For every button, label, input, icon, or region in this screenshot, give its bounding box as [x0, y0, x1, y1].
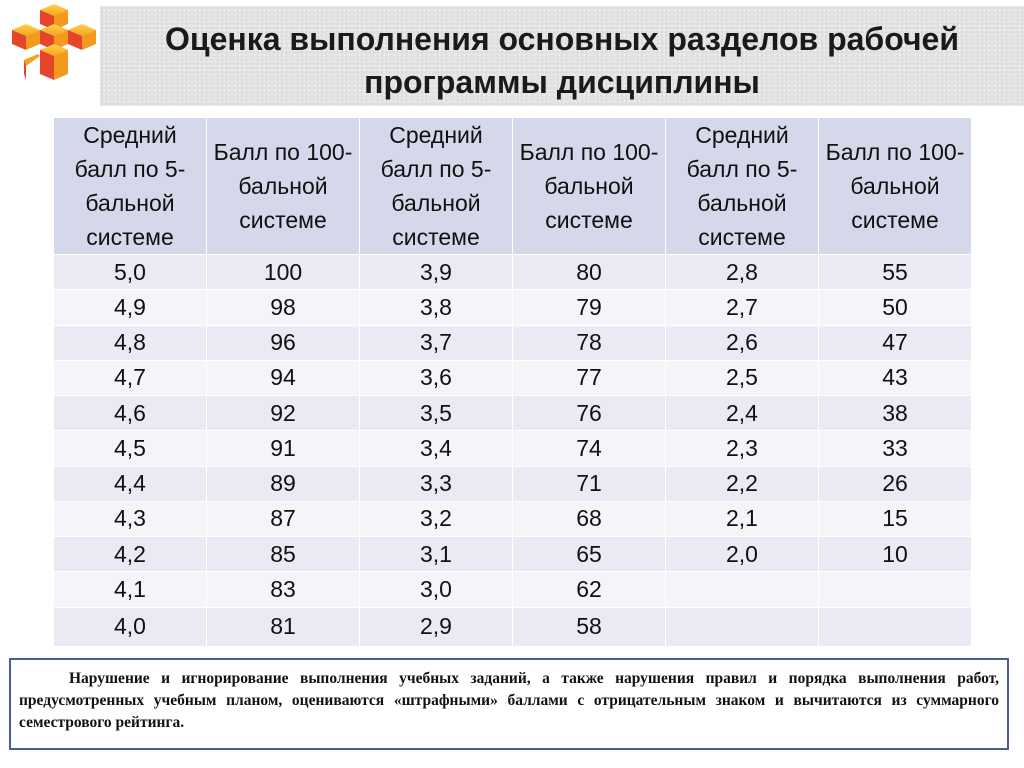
table-row [54, 255, 972, 290]
table-cell: 4,1 [54, 572, 207, 607]
table-cell: 89 [207, 466, 360, 501]
cube-bottom [40, 44, 68, 80]
table-cell: 94 [207, 360, 360, 395]
table-cell: 3,0 [360, 572, 513, 607]
table-cell: 76 [513, 396, 666, 431]
grade-conversion-table [53, 117, 972, 647]
table-cell [666, 572, 819, 607]
table-cell: 38 [819, 396, 972, 431]
table-cell: 2,0 [666, 537, 819, 572]
table-cell: 81 [207, 607, 360, 646]
table-row [54, 325, 972, 360]
table-cell: 58 [513, 607, 666, 646]
table-cell: 3,3 [360, 466, 513, 501]
table-cell: 47 [819, 325, 972, 360]
cube-bottom-left [24, 54, 40, 80]
table-cell: 2,8 [666, 255, 819, 290]
table-cell: 96 [207, 325, 360, 360]
table-cell: 4,0 [54, 607, 207, 646]
table-cell: 43 [819, 360, 972, 395]
table-cell: 78 [513, 325, 666, 360]
table-cell: 55 [819, 255, 972, 290]
table-cell: 79 [513, 290, 666, 325]
table-cell: 4,4 [54, 466, 207, 501]
table-cell: 71 [513, 466, 666, 501]
table-cell: 2,6 [666, 325, 819, 360]
table-body [54, 255, 972, 647]
table-cell: 26 [819, 466, 972, 501]
table-cell: 85 [207, 537, 360, 572]
table-row [54, 431, 972, 466]
table-cell [819, 607, 972, 646]
table-cell [666, 607, 819, 646]
slide-title [100, 18, 1024, 104]
table-row [54, 607, 972, 646]
header-cell: Средний балл по 5-бальной системе [54, 118, 207, 255]
table-row [54, 537, 972, 572]
header-cell: Балл по 100-бальной системе [513, 118, 666, 255]
table-row [54, 290, 972, 325]
slide-title-line-2: программы дисциплины [364, 64, 760, 100]
table-cell: 3,1 [360, 537, 513, 572]
table-row [54, 501, 972, 536]
table-cell: 100 [207, 255, 360, 290]
table-cell: 4,9 [54, 290, 207, 325]
table-cell: 92 [207, 396, 360, 431]
table-header-row [54, 118, 972, 255]
table-cell: 3,7 [360, 325, 513, 360]
slide-title-line-1: Оценка выполнения основных разделов рабочей [165, 21, 959, 57]
table-cell: 4,2 [54, 537, 207, 572]
cube-right [68, 24, 96, 50]
table-cell: 3,6 [360, 360, 513, 395]
table-cell: 4,8 [54, 325, 207, 360]
table-cell: 3,4 [360, 431, 513, 466]
table-cell: 2,5 [666, 360, 819, 395]
table-cell: 80 [513, 255, 666, 290]
table-cell: 15 [819, 501, 972, 536]
table-cell: 2,1 [666, 501, 819, 536]
penalty-note-text: Нарушение и игнорирование выполнения учебных заданий, а также нарушения правил и порядка выполнения работ, предусмотренных учебным планом, оцениваются «штрафными» баллами с отрицательным знаком и вычитаются из суммарного семестрового рейтинга. [19, 670, 999, 731]
table-cell: 33 [819, 431, 972, 466]
table-row [54, 572, 972, 607]
table-cell: 2,3 [666, 431, 819, 466]
table-cell: 91 [207, 431, 360, 466]
table-row [54, 466, 972, 501]
table-cell: 3,9 [360, 255, 513, 290]
table-row [54, 396, 972, 431]
table-cell: 5,0 [54, 255, 207, 290]
table-cell: 87 [207, 501, 360, 536]
header-cell: Балл по 100-бальной системе [207, 118, 360, 255]
header-cell: Балл по 100-бальной системе [819, 118, 972, 255]
cubes-logo-icon [4, 4, 98, 86]
header-cell: Средний балл по 5-бальной системе [666, 118, 819, 255]
cube-left [12, 24, 40, 50]
table-cell: 65 [513, 537, 666, 572]
table-cell: 68 [513, 501, 666, 536]
table-cell: 2,4 [666, 396, 819, 431]
table-cell: 77 [513, 360, 666, 395]
table-cell: 2,9 [360, 607, 513, 646]
table-cell: 83 [207, 572, 360, 607]
table-cell: 62 [513, 572, 666, 607]
table-cell: 10 [819, 537, 972, 572]
table-cell: 4,6 [54, 396, 207, 431]
table-cell: 3,5 [360, 396, 513, 431]
table-cell: 3,8 [360, 290, 513, 325]
table-header [54, 118, 972, 255]
table-row [54, 360, 972, 395]
table-cell: 74 [513, 431, 666, 466]
table-cell: 2,2 [666, 466, 819, 501]
table-cell: 50 [819, 290, 972, 325]
table-cell: 4,7 [54, 360, 207, 395]
table-cell [819, 572, 972, 607]
table-cell: 4,5 [54, 431, 207, 466]
table-cell: 2,7 [666, 290, 819, 325]
penalty-note [9, 658, 1009, 750]
table-cell: 3,2 [360, 501, 513, 536]
table-cell: 98 [207, 290, 360, 325]
table-cell: 4,3 [54, 501, 207, 536]
header-cell: Средний балл по 5-бальной системе [360, 118, 513, 255]
